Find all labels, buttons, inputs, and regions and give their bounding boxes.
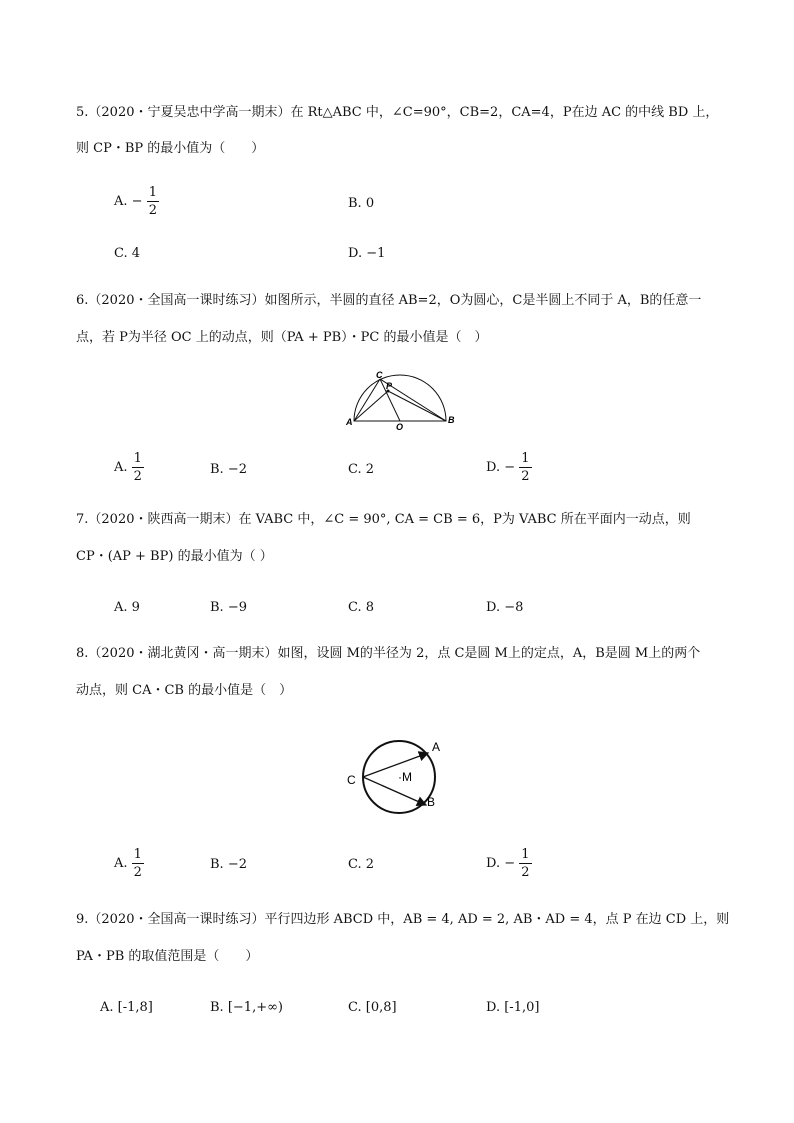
option-letter: A. [114, 194, 128, 209]
q5-stem-line2: 则 CP・BP 的最小值为（ ） [76, 141, 265, 156]
option-text: [0,8] [365, 1000, 397, 1015]
option-sign: − [504, 856, 516, 871]
option-text: 8 [365, 600, 375, 615]
option-text: 0 [365, 196, 375, 211]
label-p: P [386, 381, 393, 391]
fraction-numerator: 1 [148, 185, 157, 200]
option-text: −2 [227, 857, 247, 872]
q9-stem-line1: 9.（2020・全国高一课时练习）平行四边形 ABCD 中，AB = 4, AD = 2, AB・AD = 4，点 P 在边 CD 上，则 [76, 912, 730, 927]
option-text: 4 [131, 246, 141, 261]
q8-stem-line1: 8.（2020・湖北黄冈・高一期末）如图，设圆 M的半径为 2，点 C是圆 M上的定点，A，B是圆 M上的两个 [76, 646, 701, 661]
q8-option-c[interactable] [348, 857, 374, 872]
q5-option-a[interactable] [114, 186, 159, 217]
q9-option-b[interactable] [210, 1000, 283, 1015]
fraction [132, 848, 144, 879]
q8-option-b[interactable] [210, 857, 247, 872]
option-letter: B. [210, 462, 224, 477]
label-c: C [376, 370, 383, 380]
q7-option-b[interactable] [210, 600, 247, 615]
fraction-denominator: 2 [133, 469, 142, 484]
option-text: −2 [227, 462, 247, 477]
fraction-numerator: 1 [521, 451, 530, 466]
q5-stem-line1: 5.（2020・宁夏吴忠中学高一期末）在 Rt△ABC 中，∠C=90°，CB=2，CA=4，P在边 AC 的中线 BD 上， [76, 105, 719, 120]
option-letter: C. [114, 246, 128, 261]
label-b: B [448, 415, 455, 425]
q8-option-d[interactable] [486, 848, 532, 879]
label-a: A [346, 417, 353, 427]
circle-figure [340, 732, 460, 824]
option-letter: D. [486, 460, 501, 475]
fraction-numerator: 1 [133, 451, 142, 466]
option-letter: B. [210, 600, 224, 615]
label-m: ·M [398, 770, 412, 784]
fraction-denominator: 2 [521, 469, 530, 484]
label-a: A [432, 740, 441, 754]
q5-option-b[interactable] [348, 196, 374, 211]
q6-option-a[interactable] [114, 452, 144, 483]
option-letter: C. [348, 857, 362, 872]
q7-stem-line1: 7.（2020・陕西高一期末）在 VABC 中，∠C = 90°, CA = CB = 6，P为 VABC 所在平面内一动点，则 [76, 512, 691, 527]
option-letter: A. [114, 600, 128, 615]
q9-stem-line2: PA・PB 的取值范围是（ ） [76, 949, 259, 964]
fraction-denominator: 2 [133, 865, 142, 880]
fraction [147, 186, 159, 217]
option-letter: A. [114, 460, 128, 475]
fraction [132, 452, 144, 483]
option-letter: D. [486, 856, 501, 871]
fraction-numerator: 1 [521, 847, 530, 862]
option-text: −9 [227, 600, 247, 615]
fraction-denominator: 2 [148, 203, 157, 218]
option-letter: B. [210, 857, 224, 872]
q7-option-c[interactable] [348, 600, 374, 615]
fraction [519, 848, 531, 879]
q5-option-d[interactable] [348, 246, 385, 261]
q7-stem-line2: CP・(AP + BP) 的最小值为（ ） [76, 549, 273, 564]
option-text: [−1,+∞) [227, 1000, 283, 1015]
q7-option-a[interactable] [114, 600, 140, 615]
option-letter: A. [114, 856, 128, 871]
label-b: B [427, 795, 436, 809]
fraction-denominator: 2 [521, 865, 530, 880]
q9-option-a[interactable] [100, 1000, 153, 1015]
option-text: 9 [131, 600, 140, 615]
q7-option-d[interactable] [486, 600, 523, 615]
q9-option-c[interactable] [348, 1000, 397, 1015]
option-letter: C. [348, 600, 362, 615]
option-sign: − [504, 460, 516, 475]
q8-stem-line2: 动点，则 CA・CB 的最小值是（ ） [76, 683, 293, 698]
option-letter: D. [486, 600, 501, 615]
q8-option-a[interactable] [114, 848, 144, 879]
option-text: [-1,8] [117, 1000, 153, 1015]
option-text: −8 [504, 600, 524, 615]
q6-option-c[interactable] [348, 462, 374, 477]
fraction [519, 452, 531, 483]
semicircle-figure [340, 368, 460, 432]
option-text: −1 [366, 246, 386, 261]
option-sign: − [131, 194, 143, 209]
option-letter: C. [348, 1000, 362, 1015]
option-letter: D. [486, 1000, 501, 1015]
option-letter: D. [348, 246, 363, 261]
q6-option-b[interactable] [210, 462, 247, 477]
option-letter: A. [100, 1000, 114, 1015]
option-text: 2 [365, 462, 375, 477]
q5-option-c[interactable] [114, 246, 140, 261]
fraction-numerator: 1 [133, 847, 142, 862]
option-letter: C. [348, 462, 362, 477]
q6-option-d[interactable] [486, 452, 532, 483]
q9-option-d[interactable] [486, 1000, 539, 1015]
label-o: O [396, 422, 404, 432]
option-text: 2 [365, 857, 375, 872]
option-text: [-1,0] [504, 1000, 540, 1015]
q6-stem-line2: 点，若 P为半径 OC 上的动点，则（PA + PB）・PC 的最小值是（ ） [76, 330, 488, 345]
option-letter: B. [210, 1000, 224, 1015]
option-letter: B. [348, 196, 362, 211]
q6-stem-line1: 6.（2020・全国高一课时练习）如图所示，半圆的直径 AB=2，O为圆心，C是半圆上不同于 A，B的任意一 [76, 293, 702, 308]
label-c: C [347, 773, 356, 787]
